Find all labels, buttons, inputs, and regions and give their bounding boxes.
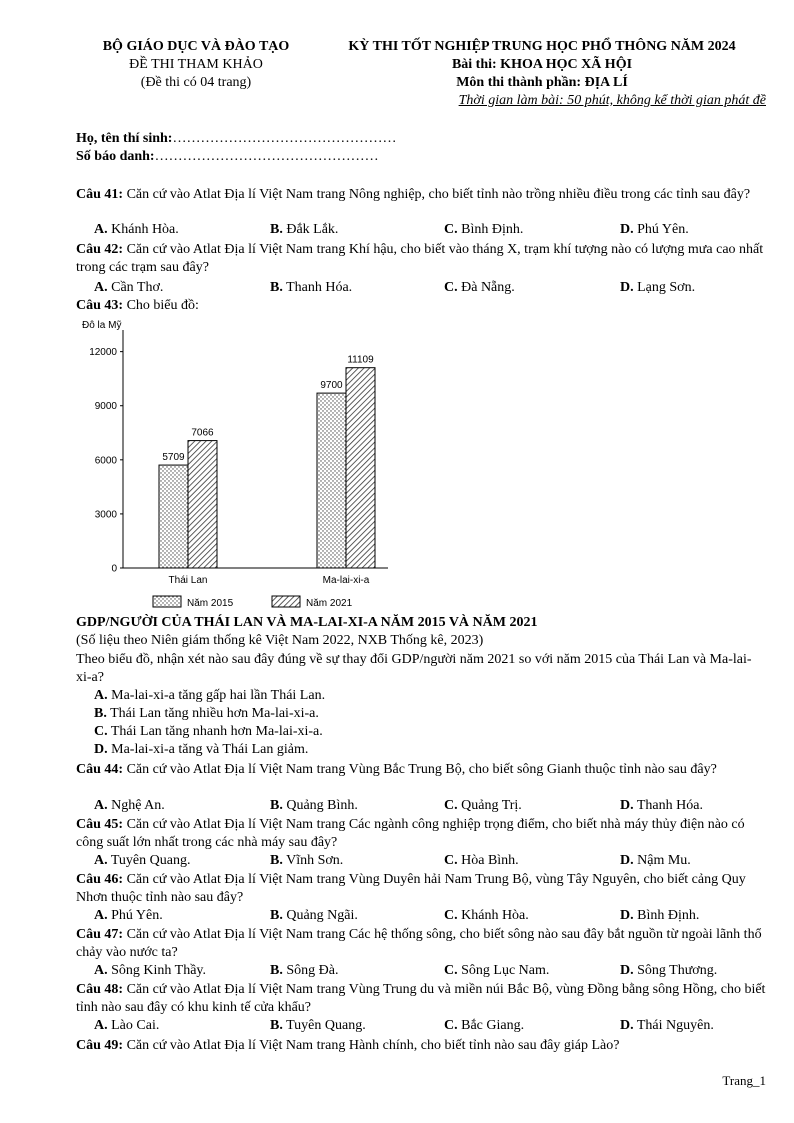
legend [153, 596, 353, 609]
option-a[interactable]: A. Cần Thơ. [94, 280, 164, 295]
question-number: Câu 42: [76, 242, 124, 257]
question-42 [76, 241, 766, 276]
option-d[interactable]: D. Phú Yên. [620, 222, 689, 237]
x-category-label: Thái Lan [168, 575, 208, 586]
bar-value-label: 7066 [191, 427, 214, 439]
question-48 [76, 981, 766, 1016]
question-text: Căn cứ vào Atlat Địa lí Việt Nam trang Các ngành công nghiệp trọng điểm, cho biết nhà máy thủy điện nào có công suất lớn nhất trong các nhà máy sau đây? [76, 817, 745, 850]
y-tick-label: 12000 [89, 347, 117, 359]
chart-title: GDP/NGƯỜI CỦA THÁI LAN VÀ MA-LAI-XI-A NĂM 2015 VÀ NĂM 2021 [76, 615, 538, 630]
option-a[interactable]: A. Phú Yên. [94, 908, 163, 923]
option-a[interactable]: A. Nghệ An. [94, 798, 165, 813]
question-text: Căn cứ vào Atlat Địa lí Việt Nam trang Hành chính, cho biết tỉnh nào sau đây giáp Lào? [126, 1038, 620, 1053]
legend-swatch [153, 596, 181, 607]
question-43-prompt: Theo biểu đồ, nhận xét nào sau đây đúng về sự thay đổi GDP/người năm 2021 so với năm 2015 của Thái Lan và Ma-lai-xi-a? [76, 652, 752, 685]
option-b[interactable]: B. Đắk Lắk. [270, 222, 339, 237]
student-name-row [76, 130, 766, 148]
chart-source: (Số liệu theo Niên giám thống kê Việt Nam 2022, NXB Thống kê, 2023) [76, 633, 484, 648]
ministry-name: BỘ GIÁO DỤC VÀ ĐÀO TẠO [102, 39, 290, 54]
gdp-bar-chart [76, 316, 406, 616]
student-id-label: Số báo danh: [76, 149, 155, 164]
bar [188, 441, 217, 568]
option-d[interactable]: D. Sông Thương. [620, 963, 718, 978]
bar-value-label: 11109 [347, 354, 374, 366]
question-text: Cho biểu đồ: [126, 298, 199, 313]
question-number: Câu 47: [76, 927, 124, 942]
legend-label: Năm 2021 [306, 598, 353, 609]
question-number: Câu 44: [76, 762, 124, 777]
question-number: Câu 46: [76, 872, 124, 887]
exam-subject: Bài thi: KHOA HỌC XÃ HỘI [451, 57, 633, 72]
question-41 [76, 186, 766, 204]
question-number: Câu 48: [76, 982, 124, 997]
option-c[interactable]: C. Khánh Hòa. [444, 908, 529, 923]
page-number: Trang_1 [722, 1073, 766, 1088]
option-d[interactable]: D. Bình Định. [620, 908, 700, 923]
option-a[interactable]: A. Ma-lai-xi-a tăng gấp hai lần Thái Lan. [94, 688, 326, 703]
x-axis-categories [169, 575, 370, 586]
y-tick-label: 6000 [94, 455, 117, 467]
option-d[interactable]: D. Ma-lai-xi-a tăng và Thái Lan giảm. [94, 742, 309, 757]
question-44 [76, 761, 766, 779]
option-d[interactable]: D. Thái Nguyên. [620, 1018, 714, 1033]
option-b[interactable]: B. Thái Lan tăng nhiều hơn Ma-lai-xi-a. [94, 706, 319, 721]
question-text: Căn cứ vào Atlat Địa lí Việt Nam trang Vùng Trung du và miền núi Bắc Bộ, vùng Đồng bằng sông Hồng, cho biết tỉnh nào sau đây có khu kinh tế cửa khẩu? [76, 982, 766, 1015]
y-axis-label: Đô la Mỹ [82, 320, 122, 331]
option-b[interactable]: B. Tuyên Quang. [270, 1018, 366, 1033]
bar [159, 465, 188, 568]
option-c[interactable]: C. Thái Lan tăng nhanh hơn Ma-lai-xi-a. [94, 724, 323, 739]
option-a[interactable]: A. Khánh Hòa. [94, 222, 179, 237]
question-text: Căn cứ vào Atlat Địa lí Việt Nam trang Vùng Duyên hải Nam Trung Bộ, vùng Tây Nguyên, cho biết cảng Quy Nhơn thuộc tỉnh nào sau đây? [76, 872, 746, 905]
student-name-dots: ………………………………………… [172, 131, 397, 146]
question-46 [76, 871, 766, 906]
y-tick-label: 9000 [94, 401, 117, 413]
option-b[interactable]: B. Sông Đà. [270, 963, 339, 978]
question-number: Câu 43: [76, 298, 124, 313]
option-c[interactable]: C. Đà Nẵng. [444, 280, 515, 295]
exam-title: KỲ THI TỐT NGHIỆP TRUNG HỌC PHỔ THÔNG NĂM 2024 [348, 39, 736, 54]
question-number: Câu 41: [76, 187, 124, 202]
question-49 [76, 1037, 766, 1055]
exam-time: Thời gian làm bài: 50 phút, không kể thời gian phát đề [458, 93, 766, 108]
legend-swatch [272, 596, 300, 607]
option-c[interactable]: C. Bắc Giang. [444, 1018, 525, 1033]
x-category-label: Ma-lai-xi-a [322, 575, 370, 586]
option-d[interactable]: D. Thanh Hóa. [620, 798, 703, 813]
option-c[interactable]: C. Sông Lục Nam. [444, 963, 550, 978]
student-id-row [76, 148, 766, 166]
bar [317, 393, 346, 568]
option-a[interactable]: A. Tuyên Quang. [94, 853, 191, 868]
question-43 [76, 297, 766, 315]
bar-value-label: 5709 [162, 452, 185, 464]
student-id-dots: ………………………………………… [154, 149, 379, 164]
question-number: Câu 45: [76, 817, 124, 832]
question-text: Căn cứ vào Atlat Địa lí Việt Nam trang Nông nghiệp, cho biết tỉnh nào trồng nhiều điều trong các tỉnh sau đây? [126, 187, 751, 202]
question-text: Căn cứ vào Atlat Địa lí Việt Nam trang Khí hậu, cho biết vào tháng X, trạm khí tượng nào có lượng mưa cao nhất trong các trạm sau đây? [76, 242, 764, 275]
option-d[interactable]: D. Lạng Sơn. [620, 280, 696, 295]
option-c[interactable]: C. Hòa Bình. [444, 853, 519, 868]
bar-value-label: 9700 [320, 380, 343, 392]
question-text: Căn cứ vào Atlat Địa lí Việt Nam trang Vùng Bắc Trung Bộ, cho biết sông Gianh thuộc tỉnh nào sau đây? [126, 762, 717, 777]
option-c[interactable]: C. Bình Định. [444, 222, 524, 237]
page-count-note: (Đề thi có 04 trang) [140, 75, 252, 90]
option-c[interactable]: C. Quảng Trị. [444, 798, 522, 813]
option-b[interactable]: B. Quảng Bình. [270, 798, 358, 813]
legend-label: Năm 2015 [187, 598, 234, 609]
question-47 [76, 926, 766, 961]
exam-component: Môn thi thành phần: ĐỊA LÍ [456, 75, 628, 90]
option-d[interactable]: D. Nậm Mu. [620, 853, 691, 868]
option-b[interactable]: B. Quảng Ngãi. [270, 908, 358, 923]
y-tick-label: 0 [111, 563, 117, 575]
option-b[interactable]: B. Thanh Hóa. [270, 280, 353, 295]
bars [159, 355, 375, 568]
student-name-label: Họ, tên thí sinh: [76, 131, 173, 146]
y-tick-label: 3000 [94, 509, 117, 521]
option-a[interactable]: A. Sông Kinh Thầy. [94, 963, 207, 978]
question-text: Căn cứ vào Atlat Địa lí Việt Nam trang Các hệ thống sông, cho biết sông nào sau đây bắt nguồn từ ngoài lãnh thổ chảy vào nước ta? [76, 927, 762, 960]
question-45 [76, 816, 766, 851]
option-a[interactable]: A. Lào Cai. [94, 1018, 160, 1033]
bar [346, 368, 375, 568]
exam-type: ĐỀ THI THAM KHẢO [129, 57, 263, 72]
option-b[interactable]: B. Vĩnh Sơn. [270, 853, 344, 868]
question-number: Câu 49: [76, 1038, 124, 1053]
